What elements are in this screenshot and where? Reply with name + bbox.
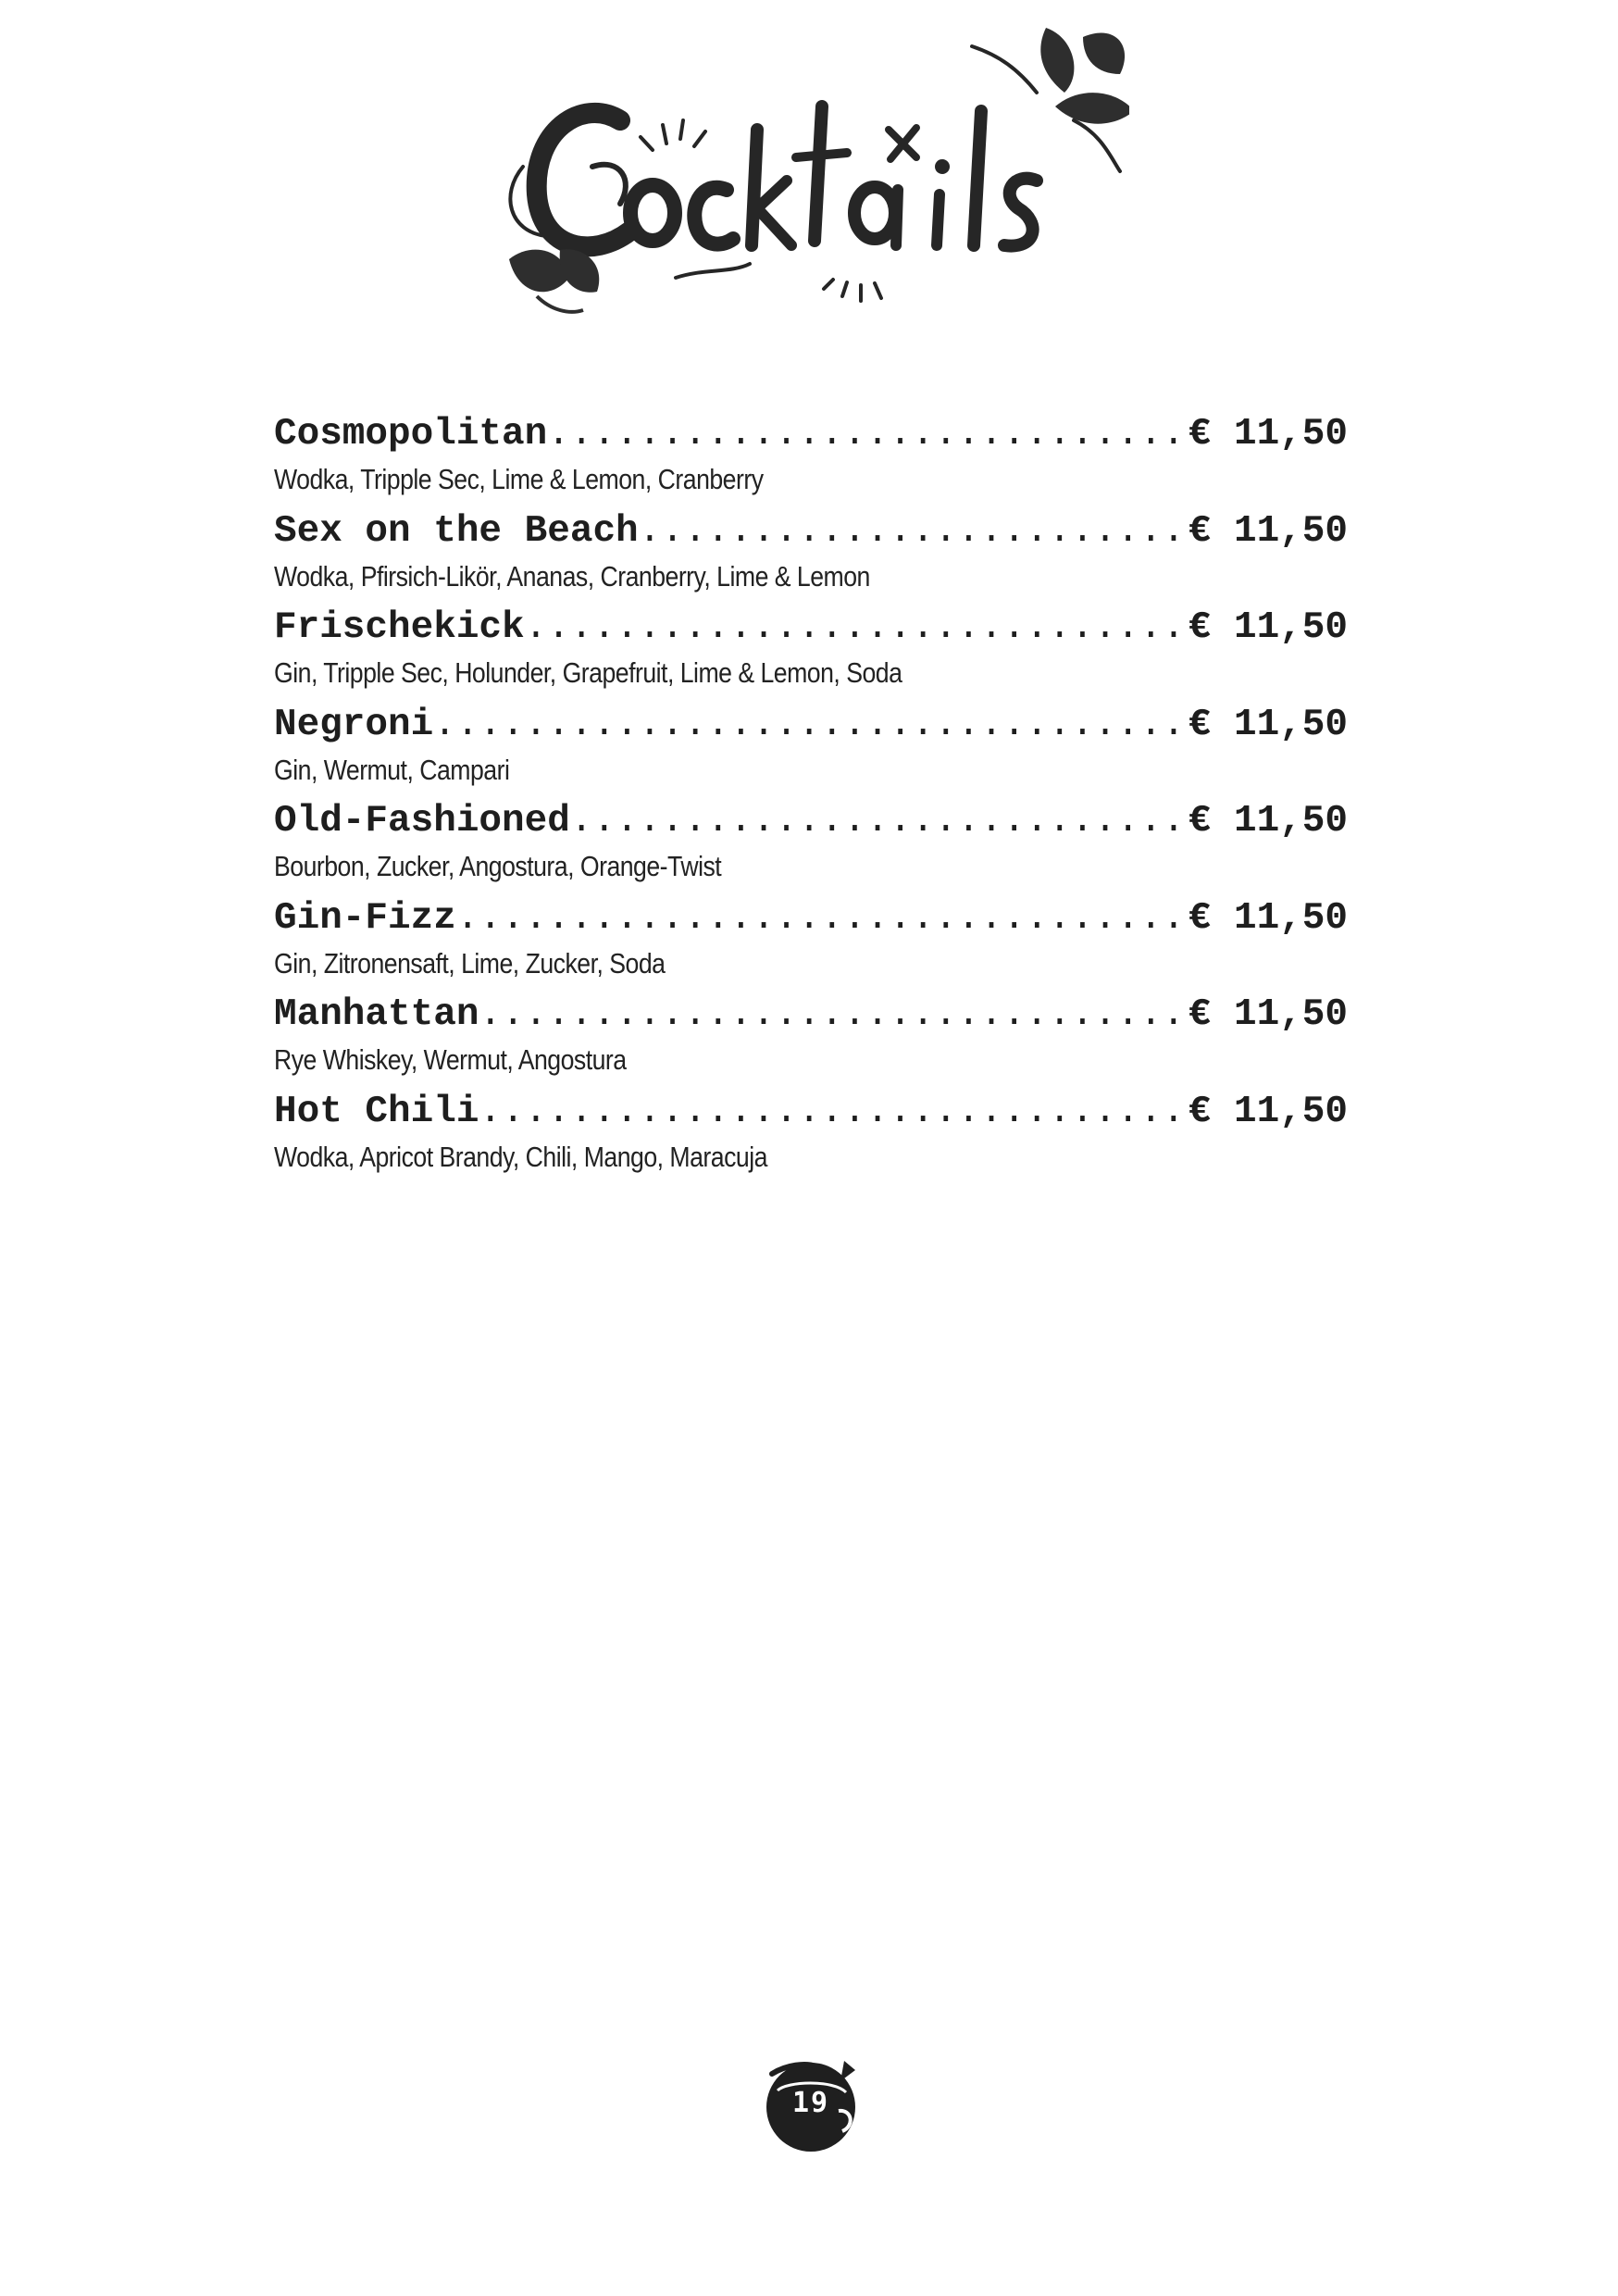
page-number-badge <box>759 2053 863 2157</box>
menu-item-hot-chili <box>274 1085 1348 1182</box>
menu-item-description: Rye Whiskey, Wermut, Angostura <box>274 1043 627 1076</box>
menu-item-price: € 11,50 <box>1188 413 1348 455</box>
menu-item-description: Gin, Wermut, Campari <box>274 753 510 786</box>
dot-leader <box>547 407 1189 461</box>
cocktails-title-logo <box>481 19 1129 333</box>
menu-item-price: € 11,50 <box>1188 1090 1348 1133</box>
menu-item-price: € 11,50 <box>1188 896 1348 940</box>
menu-item-negroni <box>274 698 1348 795</box>
menu-item-description: Gin, Tripple Sec, Holunder, Grapefruit, Lime & Lemon, Soda <box>274 656 902 689</box>
menu-item-price: € 11,50 <box>1188 993 1348 1036</box>
page-number: 19 <box>791 2087 830 2119</box>
menu-item-name: Gin-Fizz <box>274 896 456 940</box>
menu-item-description: Wodka, Apricot Brandy, Chili, Mango, Maracuja <box>274 1140 767 1173</box>
menu-item-name: Cosmopolitan <box>274 413 548 455</box>
menu-item-header <box>274 988 1348 1042</box>
menu-item-name: Sex on the Beach <box>274 509 639 553</box>
menu-item-cosmopolitan <box>274 407 1348 505</box>
menu-item-name: Hot Chili <box>274 1090 479 1133</box>
menu-item-frischekick <box>274 601 1348 698</box>
menu-item-price: € 11,50 <box>1188 606 1348 649</box>
dot-leader <box>639 505 1189 558</box>
menu-item-name: Frischekick <box>274 606 525 649</box>
menu-item-description: Wodka, Pfirsich-Likör, Ananas, Cranberry, Lime & Lemon <box>274 559 870 593</box>
menu-item-header <box>274 505 1348 558</box>
dot-leader <box>570 794 1189 848</box>
menu-item-sex-on-the-beach <box>274 505 1348 602</box>
menu-item-description: Gin, Zitronensaft, Lime, Zucker, Soda <box>274 946 666 980</box>
menu-item-header <box>274 794 1348 848</box>
leaf-decoration-icon <box>481 19 1129 333</box>
menu-item-header <box>274 892 1348 945</box>
dot-leader <box>479 988 1188 1042</box>
menu-item-header <box>274 601 1348 655</box>
menu-item-price: € 11,50 <box>1188 509 1348 553</box>
menu-item-header <box>274 1085 1348 1139</box>
menu-item-description: Wodka, Tripple Sec, Lime & Lemon, Cranberry <box>274 463 764 495</box>
menu-item-name: Negroni <box>274 703 434 746</box>
menu-item-name: Manhattan <box>274 993 479 1036</box>
menu-item-price: € 11,50 <box>1188 703 1348 746</box>
dot-leader <box>479 1085 1188 1139</box>
menu-item-name: Old-Fashioned <box>274 800 570 842</box>
menu-item-header <box>274 407 1348 461</box>
dot-leader <box>456 892 1189 945</box>
menu-item-description: Bourbon, Zucker, Angostura, Orange-Twist <box>274 850 722 882</box>
menu-item-price: € 11,50 <box>1188 800 1348 842</box>
menu-item-header <box>274 698 1348 752</box>
dot-leader <box>525 601 1189 655</box>
dot-leader <box>433 698 1189 752</box>
menu-item-manhattan <box>274 988 1348 1085</box>
cocktail-menu <box>274 407 1348 1181</box>
menu-item-old-fashioned <box>274 794 1348 892</box>
menu-item-gin-fizz <box>274 892 1348 989</box>
